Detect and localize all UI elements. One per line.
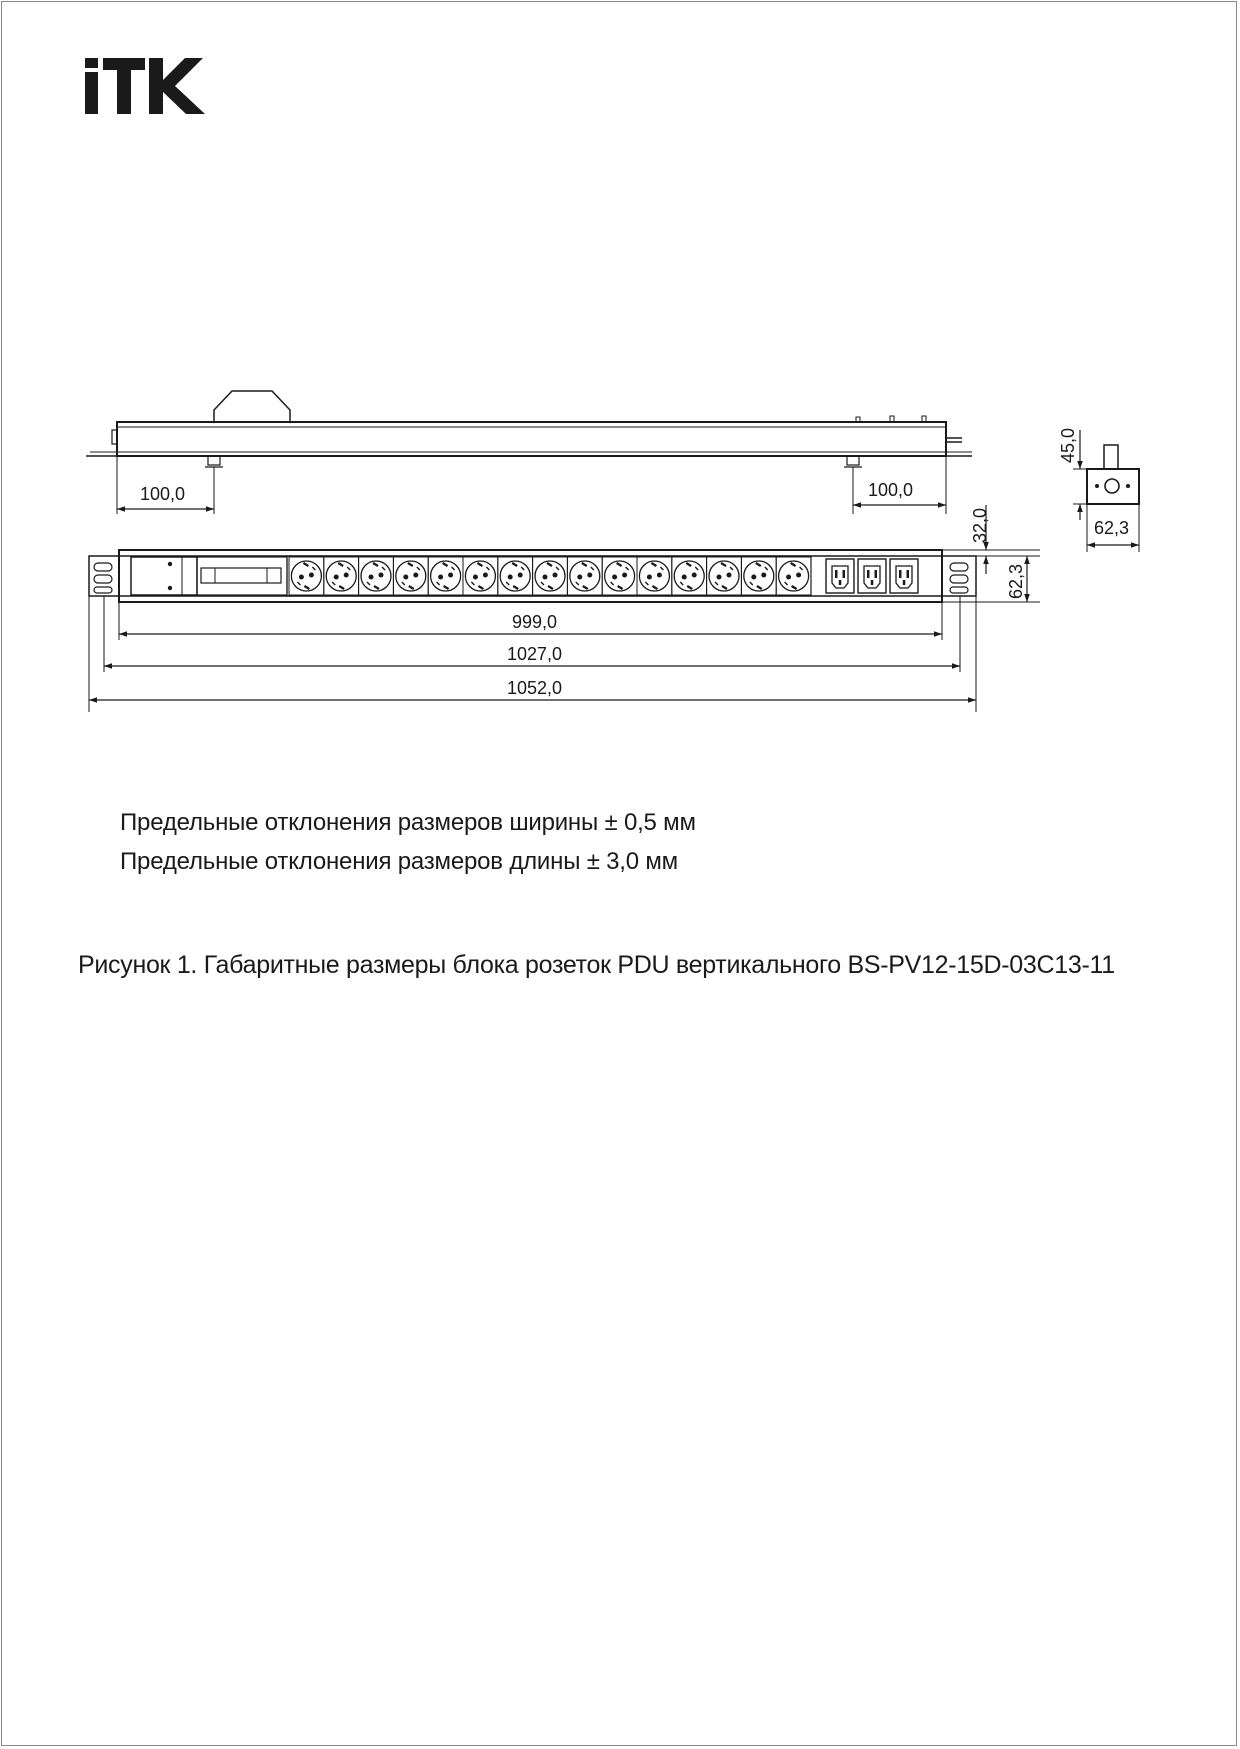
- dim-length-mount: 1027,0: [507, 644, 563, 664]
- c13-socket: [890, 559, 918, 593]
- schuko-socket: [602, 557, 637, 595]
- schuko-socket: [498, 557, 533, 595]
- tolerance-length-note: Предельные отклонения размеров длины ± 3,0 мм: [120, 848, 678, 875]
- schuko-socket: [567, 557, 602, 595]
- dim-mount-left: 100,0: [140, 484, 186, 504]
- pdu-technical-drawing: [0, 0, 1240, 760]
- dim-length-body: 999,0: [512, 612, 558, 632]
- schuko-socket: [776, 557, 811, 595]
- dim-side-height: 45,0: [1058, 427, 1078, 463]
- dim-mount-right: 100,0: [868, 480, 914, 500]
- c13-socket: [858, 559, 886, 593]
- schuko-sockets: [289, 557, 811, 595]
- dim-front-offset: 32,0: [970, 507, 990, 543]
- front-dimension-lines: [89, 505, 1040, 712]
- schuko-socket: [289, 557, 324, 595]
- schuko-socket: [324, 557, 359, 595]
- schuko-socket: [428, 557, 463, 595]
- dim-length-total: 1052,0: [507, 678, 563, 698]
- schuko-socket: [359, 557, 394, 595]
- dim-front-height: 62,3: [1006, 563, 1026, 599]
- dim-side-width: 62,3: [1094, 518, 1130, 538]
- tolerance-width-note: Предельные отклонения размеров ширины ± 0,5 мм: [120, 809, 696, 836]
- c13-sockets: [826, 559, 918, 593]
- pdu-top-view: [86, 391, 972, 514]
- schuko-socket: [672, 557, 707, 595]
- schuko-socket: [533, 557, 568, 595]
- schuko-socket: [707, 557, 742, 595]
- schuko-socket: [393, 557, 428, 595]
- figure-caption: Рисунок 1. Габаритные размеры блока розеток PDU вертикального BS-PV12-15D-03C13-11: [78, 951, 1115, 979]
- schuko-socket: [741, 557, 776, 595]
- c13-socket: [826, 559, 854, 593]
- schuko-socket: [637, 557, 672, 595]
- schuko-socket: [463, 557, 498, 595]
